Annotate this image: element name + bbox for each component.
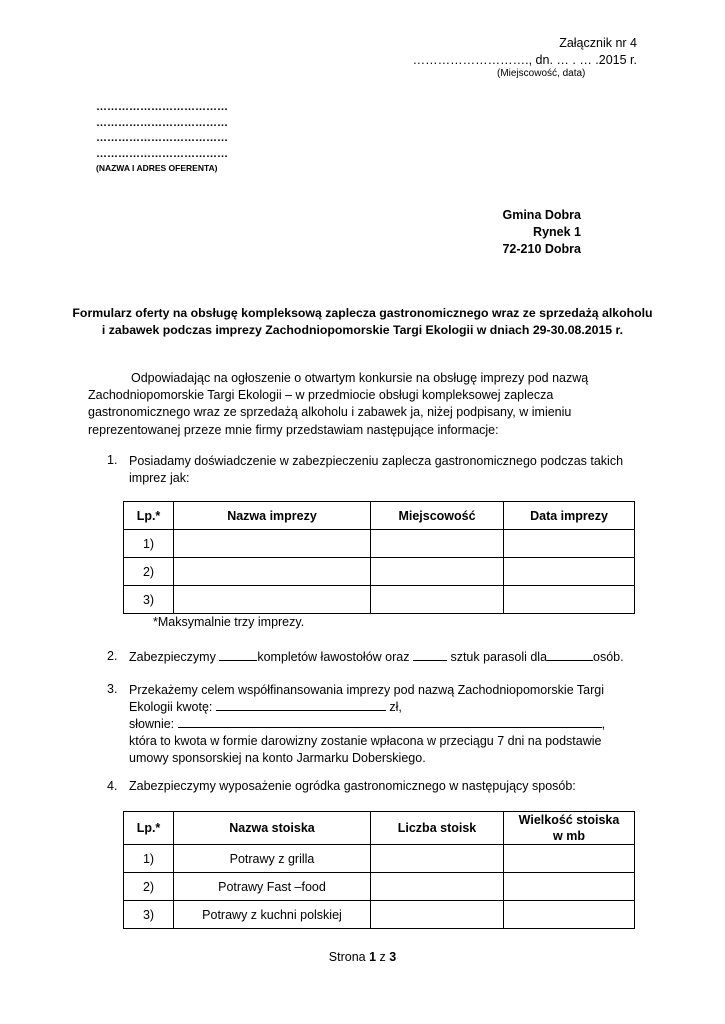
stand-count-cell[interactable]: [371, 901, 504, 929]
stand-name: Potrawy z kuchni polskiej: [174, 901, 371, 929]
form-title: Formularz oferty na obsługę kompleksową zaplecza gastronomicznego wraz ze sprzedażą alkoholu i zabawek podczas imprezy Zachodniopomorskie Targi Ekologii w dniach 29-30.08.2015 r.: [72, 306, 653, 337]
stands-table: [123, 811, 635, 929]
item3-text: Przekażemy celem współfinansowania imprezy pod nazwą Zachodniopomorskie Targi Ekologii kwotę: zł, słownie: , która to kwota w formie darowizny zostanie wpłacona w przeciągu 7 dni na podstawie umowy sponsorskiej na konto Jarmarku Doberskiego.: [129, 683, 606, 765]
offeror-line: ………………………………: [96, 116, 228, 129]
table-row: [124, 558, 635, 586]
sets-count-field[interactable]: [219, 649, 257, 661]
event-place-cell[interactable]: [371, 586, 504, 614]
stand-name: Potrawy Fast –food: [174, 873, 371, 901]
table-header-row: [124, 812, 635, 845]
event-date-cell[interactable]: [504, 558, 635, 586]
recipient-name: Gmina Dobra: [502, 208, 581, 222]
item-number: 4.: [107, 779, 118, 793]
stand-size-cell[interactable]: [504, 901, 635, 929]
stand-size-cell[interactable]: [504, 845, 635, 873]
item4-text: Zabezpieczymy wyposażenie ogródka gastronomicznego w następujący sposób:: [129, 779, 576, 793]
recipient-street: Rynek 1: [533, 225, 581, 239]
row-number: 3): [124, 901, 174, 929]
column-header: Lp.*: [124, 502, 174, 530]
table-note: *Maksymalnie trzy imprezy.: [153, 615, 305, 629]
event-date-cell[interactable]: [504, 530, 635, 558]
recipient-city: 72-210 Dobra: [502, 242, 581, 256]
intro-paragraph: Odpowiadając na ogłoszenie o otwartym konkursie na obsługę imprezy pod nazwą Zachodniopomorskie Targi Ekologii – w przedmiocie obsługi kompleksowej zaplecza gastronomicznego wraz ze sprzedażą alkoholu i zabawek ja, niżej podpisany, w imieniu reprezentowanej przeze mnie firmy przedstawiam następujące informacje:: [88, 371, 589, 437]
row-number: 3): [124, 586, 174, 614]
place-date-caption: (Miejscowość, data): [497, 68, 586, 79]
event-date-cell[interactable]: [504, 586, 635, 614]
stand-count-cell[interactable]: [371, 845, 504, 873]
offeror-line: ………………………………: [96, 132, 228, 144]
event-place-cell[interactable]: [371, 558, 504, 586]
column-header: Lp.*: [124, 812, 174, 845]
event-name-cell[interactable]: [174, 558, 371, 586]
item-number: 1.: [107, 453, 118, 467]
item1-text: Posiadamy doświadczenie w zabezpieczeniu zaplecza gastronomicznego podczas takich imprez jak:: [129, 454, 624, 485]
total-pages: 3: [389, 950, 397, 964]
event-name-cell[interactable]: [174, 530, 371, 558]
offeror-address-block: [96, 100, 228, 162]
event-name-cell[interactable]: [174, 586, 371, 614]
table-row: [124, 901, 635, 929]
offeror-caption: (NAZWA I ADRES OFERENTA): [96, 163, 218, 173]
stand-name: Potrawy z grilla: [174, 845, 371, 873]
amount-field[interactable]: [216, 699, 386, 711]
amount-in-words-field[interactable]: [178, 716, 602, 728]
column-header: Data imprezy: [504, 502, 635, 530]
stand-size-cell[interactable]: [504, 873, 635, 901]
table-row: [124, 845, 635, 873]
table-row: [124, 873, 635, 901]
people-count-field[interactable]: [547, 649, 593, 661]
table-row: [124, 586, 635, 614]
column-header: Nazwa stoiska: [174, 812, 371, 845]
events-table: [123, 501, 635, 614]
offeror-line: ………………………………: [96, 147, 228, 160]
table-row: [124, 530, 635, 558]
place-date-line: ………………………., dn. … . … .2015 r.: [412, 53, 637, 67]
row-number: 1): [124, 845, 174, 873]
item-number: 3.: [107, 682, 118, 696]
recipient-block: [381, 207, 581, 258]
column-header: Nazwa imprezy: [174, 502, 371, 530]
column-header: Liczba stoisk: [371, 812, 504, 845]
umbrellas-count-field[interactable]: [413, 649, 447, 661]
offeror-line: ………………………………: [96, 101, 228, 113]
attachment-label: Załącznik nr 4: [559, 36, 637, 50]
table-header-row: [124, 502, 635, 530]
item-number: 2.: [107, 649, 118, 663]
row-number: 1): [124, 530, 174, 558]
row-number: 2): [124, 558, 174, 586]
event-place-cell[interactable]: [371, 530, 504, 558]
column-header: Wielkość stoiska w mb: [504, 812, 635, 845]
column-header: Miejscowość: [371, 502, 504, 530]
page-footer: Strona 1 z 3: [328, 950, 397, 964]
stand-count-cell[interactable]: [371, 873, 504, 901]
current-page: 1: [369, 950, 377, 964]
row-number: 2): [124, 873, 174, 901]
item2-text: Zabezpieczymy kompletów ławostołów oraz sztuk parasoli dla osób.: [129, 650, 624, 664]
